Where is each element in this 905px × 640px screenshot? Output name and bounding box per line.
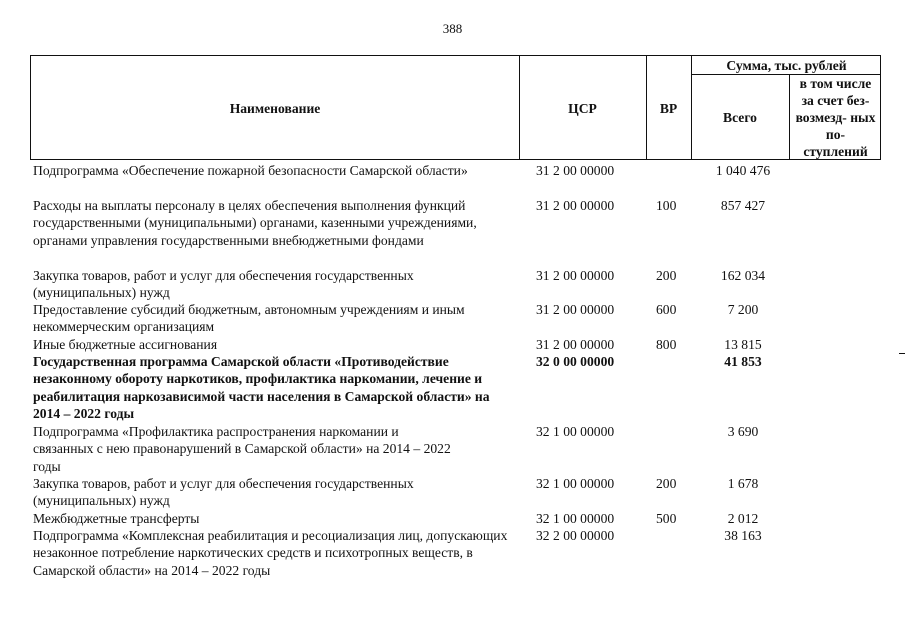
- row-sum: 3 690: [727, 424, 759, 439]
- row-sum: 162 034: [720, 268, 766, 283]
- row-csr: 31 2 00 00000: [536, 302, 615, 317]
- row-name: Закупка товаров, работ и услуг для обеспечения государственных (муниципальных) нужд: [33, 268, 414, 301]
- row-csr: 32 0 00 00000: [536, 354, 615, 369]
- row-sum: 1 678: [727, 476, 759, 491]
- table-header: [30, 55, 881, 160]
- row-csr: 31 2 00 00000: [536, 337, 615, 352]
- row-name: Государственная программа Самарской области «Противодействие незаконному обороту наркотиков, профилактика наркомании, лечение и реабилитация наркозависимой части населения в Самарской области» на 2014 – 2022 годы: [33, 354, 490, 422]
- header-sum-group: Сумма, тыс. рублей: [726, 57, 847, 73]
- row-sum: 7 200: [727, 302, 759, 317]
- header-name: Наименование: [229, 101, 321, 116]
- header-incl: в том числе за счет без- возмезд- ных по- ступлений: [795, 76, 876, 159]
- row-vr: 600: [656, 302, 677, 317]
- row-csr: 32 1 00 00000: [536, 511, 615, 526]
- row-name: Подпрограмма «Профилактика распространения наркомании и связанных с нею правонарушений в Самарской области» на 2014 – 2022 годы: [33, 424, 451, 474]
- row-sum: 2 012: [727, 511, 759, 526]
- row-vr: 100: [656, 198, 677, 213]
- row-vr: 200: [656, 268, 677, 283]
- row-sum: 41 853: [724, 354, 762, 369]
- row-sum: 38 163: [724, 528, 762, 543]
- row-csr: 32 1 00 00000: [536, 476, 615, 491]
- row-name: Расходы на выплаты персоналу в целях обеспечения выполнения функций государственными (муниципальными) органами, казенными учреждениями, органами управления государственными внебюджетными фондами: [33, 198, 477, 248]
- row-csr: 31 2 00 00000: [536, 163, 615, 178]
- row-sum: 857 427: [720, 198, 766, 213]
- row-vr: 800: [656, 337, 677, 352]
- row-name: Предоставление субсидий бюджетным, автономным учреждениям и иным некоммерческим организациям: [33, 302, 465, 335]
- page-number: 388: [442, 21, 463, 36]
- row-sum: 1 040 476: [715, 163, 771, 178]
- header-total: Всего: [723, 110, 757, 125]
- row-vr: 200: [656, 476, 677, 491]
- row-csr: 32 2 00 00000: [536, 528, 615, 543]
- row-name: Иные бюджетные ассигнования: [33, 337, 218, 352]
- row-name: Подпрограмма «Комплексная реабилитация и ресоциализация лиц, допускающих незаконное потребление наркотических средств и психотропных веществ, в Самарской области» на 2014 – 2022 годы: [33, 528, 508, 578]
- row-name: Подпрограмма «Обеспечение пожарной безопасности Самарской области»: [33, 163, 468, 178]
- header-vr: ВР: [659, 101, 678, 116]
- row-name: Закупка товаров, работ и услуг для обеспечения государственных (муниципальных) нужд: [33, 476, 414, 509]
- row-vr: 500: [656, 511, 677, 526]
- row-csr: 32 1 00 00000: [536, 424, 615, 439]
- row-csr: 31 2 00 00000: [536, 198, 615, 213]
- header-csr: ЦСР: [568, 101, 597, 116]
- row-name: Межбюджетные трансферты: [33, 511, 200, 526]
- row-csr: 31 2 00 00000: [536, 268, 615, 283]
- margin-tick: [899, 353, 905, 354]
- row-sum: 13 815: [724, 337, 762, 352]
